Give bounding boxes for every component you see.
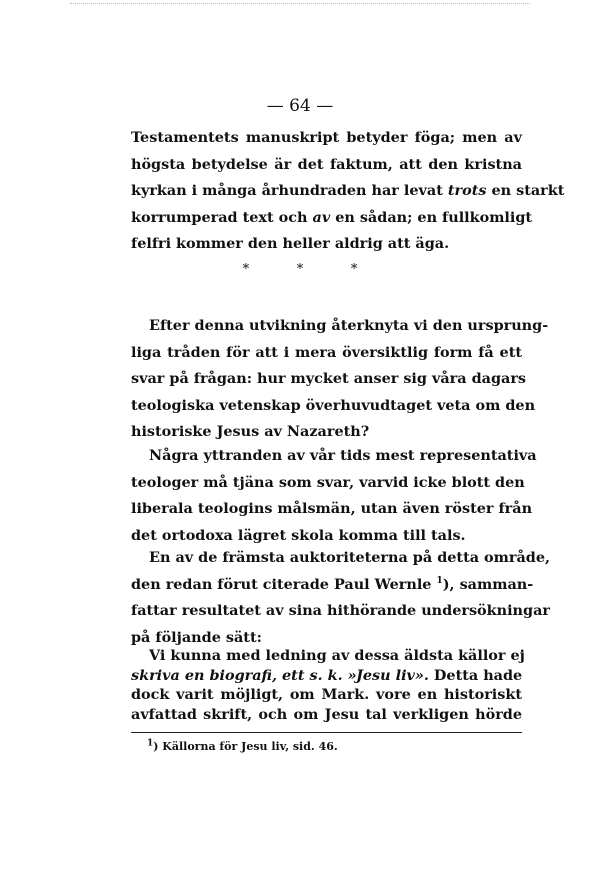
- section-break-asterisms: [0, 262, 600, 277]
- paragraph-2: [131, 313, 549, 446]
- text-run: den redan förut citerade Paul Wernle: [131, 575, 437, 593]
- text-run: Detta hade: [428, 666, 523, 684]
- text-run: en sådan; en fullkomligt: [330, 208, 533, 226]
- text-line: [131, 572, 534, 599]
- text-line: [131, 666, 522, 686]
- text-line: Testamentets manuskript betyder föga; men av: [131, 129, 522, 146]
- paragraph-3: [131, 443, 537, 549]
- text-line: teologer må tjäna som svar, varvid icke blott den: [131, 473, 525, 491]
- page-number: — 64 —: [266, 96, 334, 116]
- footnote: [147, 740, 338, 753]
- text-line: svar på frågan: hur mycket anser sig våra dagars: [131, 370, 527, 387]
- text-line: Några yttranden av vår tids mest representativa: [149, 447, 537, 464]
- text-line: fattar resultatet av sina hithörande undersökningar: [131, 602, 550, 619]
- text-line: felfri kommer den heller aldrig att äga.: [131, 235, 450, 252]
- text-line: [131, 205, 533, 232]
- asterism: *: [242, 262, 250, 277]
- footnote-reference: 1: [436, 575, 443, 586]
- text-line: Vi kunna med ledning av dessa äldsta källor ej: [149, 647, 525, 664]
- text-line: [131, 178, 565, 205]
- text-run: ), samman-: [442, 575, 534, 593]
- text-line: avfattad skrift, och om Jesu tal verkligen hörde: [131, 705, 522, 723]
- footnote-marker: 1: [147, 738, 154, 749]
- emphasis-av: av: [312, 208, 331, 226]
- text-run: en starkt: [486, 182, 565, 199]
- footnote-divider: [131, 732, 522, 733]
- asterism: *: [296, 262, 304, 277]
- text-line: liga tråden för att i mera översiktlig form få ett: [131, 343, 522, 361]
- text-run: korrumperad text och: [131, 208, 313, 226]
- paragraph-4: [131, 545, 551, 651]
- asterism: *: [350, 262, 358, 277]
- block-quote: [131, 646, 525, 724]
- text-line: historiske Jesus av Nazareth?: [131, 423, 370, 440]
- text-line: teologiska vetenskap överhuvudtaget veta om den: [131, 396, 536, 414]
- emphasis-quote: skriva en biografi, ett s. k. »Jesu liv».: [131, 666, 429, 684]
- text-line: på följande sätt:: [131, 628, 262, 646]
- paragraph-1: [131, 125, 565, 258]
- emphasis-trots: trots: [447, 182, 487, 199]
- text-line: det ortodoxa lägret skola komma till tals.: [131, 526, 466, 544]
- scan-edge-artifact: [70, 3, 530, 5]
- text-line: dock varit möjligt, om Mark. vore en historiskt: [131, 686, 522, 703]
- text-run: kyrkan i många århundraden har levat: [131, 182, 448, 199]
- footnote-text: ) Källorna för Jesu liv, sid. 46.: [153, 740, 338, 753]
- text-line: Efter denna utvikning återknyta vi den ursprung-: [149, 317, 549, 334]
- text-line: högsta betydelse är det faktum, att den kristna: [131, 155, 522, 173]
- text-line: En av de främsta auktoriteterna på detta område,: [149, 549, 551, 566]
- text-line: liberala teologins målsmän, utan även röster från: [131, 500, 533, 517]
